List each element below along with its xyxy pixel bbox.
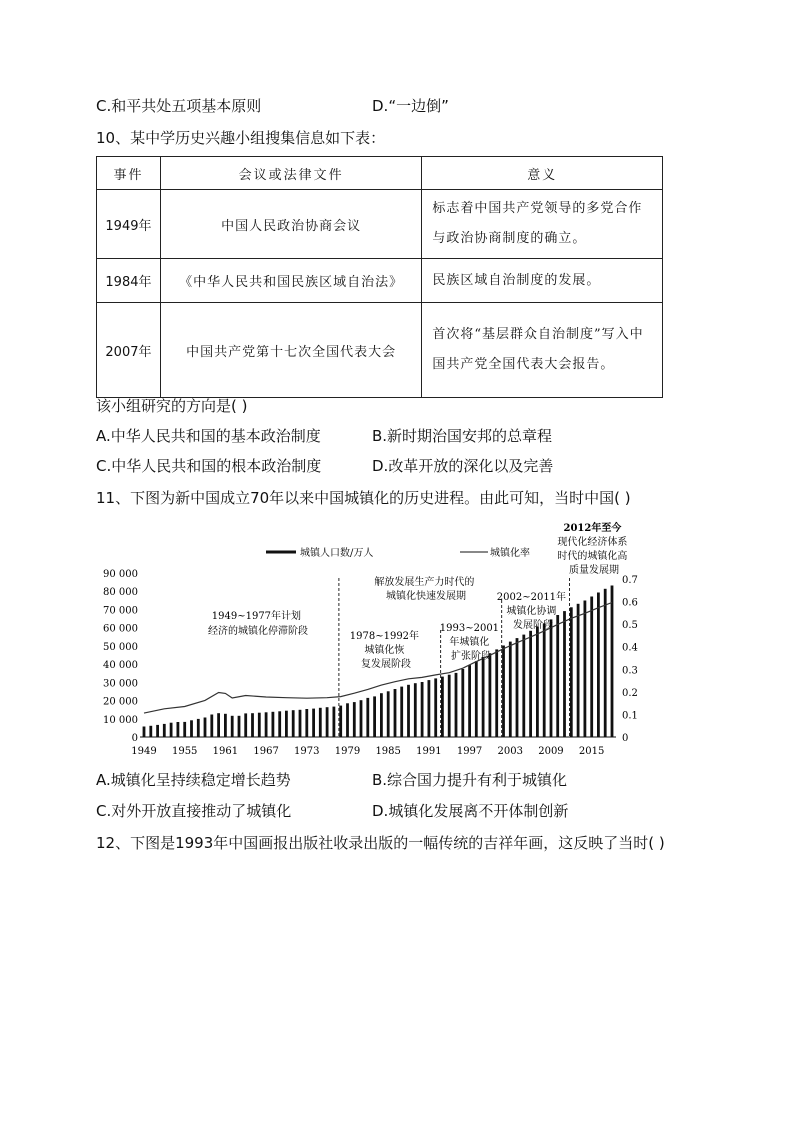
y-left-tick-label: 40 000	[103, 660, 138, 672]
y-left-tick-label: 60 000	[103, 623, 138, 635]
x-tick-label: 1991	[416, 746, 442, 757]
x-tick-label: 1985	[375, 746, 401, 757]
population-bar	[400, 687, 403, 737]
population-bar	[502, 646, 505, 738]
annotation-1993-2001-line-1: 1993~2001	[439, 623, 500, 634]
population-bar	[394, 689, 397, 737]
population-bar	[265, 712, 268, 737]
y-right-tick-label: 0.4	[622, 642, 638, 654]
population-bar	[346, 703, 349, 737]
population-bar	[407, 685, 410, 737]
population-bar	[163, 724, 166, 737]
annotation-2012-now-line-1: 2012年至今	[563, 523, 622, 534]
q12-stem: 12、下图是1993年中国画报出版社收录出版的一幅传统的吉祥年画，这反映了当时( )	[96, 834, 665, 852]
table-header-row	[97, 157, 663, 190]
y-right-tick-label: 0.1	[622, 710, 638, 722]
population-bar	[516, 638, 519, 737]
population-bar	[509, 642, 512, 737]
population-bar	[292, 710, 295, 737]
population-bar	[143, 727, 146, 738]
table-row	[97, 259, 663, 303]
q11-option-c: C.对外开放直接推动了城镇化	[96, 802, 292, 820]
population-bar	[305, 709, 308, 737]
x-tick-label: 1997	[456, 746, 483, 757]
population-bar	[441, 677, 444, 737]
population-bar	[333, 707, 336, 737]
q11-option-b: B.综合国力提升有利于城镇化	[372, 771, 568, 789]
x-tick-label: 2015	[578, 746, 605, 757]
q11-option-d: D.城镇化发展离不开体制创新	[372, 802, 569, 820]
population-bar	[387, 691, 390, 737]
q10-option-c: C.中华人民共和国的根本政治制度	[96, 457, 322, 475]
population-bar	[597, 593, 600, 738]
population-bar	[448, 675, 451, 737]
x-tick-label: 1973	[294, 746, 320, 757]
q9-option-c: C.和平共处五项基本原则	[96, 97, 262, 115]
population-bar	[217, 713, 220, 737]
population-bar	[258, 713, 261, 737]
population-bar	[556, 615, 559, 737]
population-bar	[149, 726, 152, 737]
population-bar	[312, 709, 315, 737]
chart-legend	[266, 546, 530, 559]
population-bar	[584, 601, 587, 738]
population-bar	[570, 607, 573, 737]
annotation-2012-now-line-4: 质量发展期	[569, 565, 619, 576]
y-right-tick-label: 0.6	[622, 597, 638, 609]
population-bar	[170, 723, 173, 737]
legend-label-rate: 城镇化率	[490, 548, 530, 559]
table-cell-meaning: 标志着中国共产党领导的多党合作与政治协商制度的确立。	[422, 190, 663, 259]
x-tick-label: 2003	[497, 746, 523, 757]
population-bar	[373, 696, 376, 737]
population-bar	[366, 698, 369, 737]
population-bar	[210, 715, 213, 738]
table-cell-document: 《中华人民共和国民族区域自治法》	[160, 259, 421, 303]
annotation-fast-development-line-2: 城镇化快速发展期	[386, 591, 466, 602]
y-left-tick-label: 0	[131, 733, 138, 744]
population-bar	[177, 722, 180, 737]
annotation-1949-1977-line-1: 1949~1977年计划	[211, 611, 302, 622]
population-bar	[414, 683, 417, 737]
population-bar	[455, 673, 458, 737]
population-bar	[156, 725, 159, 737]
table-header-event: 事件	[97, 157, 161, 190]
annotation-1978-1992-line-2: 城镇化恢	[364, 645, 405, 656]
q11-stem: 11、下图为新中国成立70年以来中国城镇化的历史进程。由此可知，当时中国( )	[96, 489, 631, 507]
population-bar	[285, 711, 288, 737]
q10-info-table	[96, 156, 663, 398]
annotation-2012-now	[557, 521, 630, 576]
q10-option-d: D.改革开放的深化以及完善	[372, 457, 554, 475]
population-bar	[272, 712, 275, 737]
population-bar	[326, 707, 329, 737]
y-left-tick-label: 20 000	[103, 696, 138, 708]
annotation-1993-2001	[440, 623, 502, 662]
annotation-2002-2011-line-3: 发展阶段	[513, 620, 553, 631]
q10-option-a: A.中华人民共和国的基本政治制度	[96, 427, 321, 445]
population-bar	[380, 693, 383, 737]
table-cell-document: 中国共产党第十七次全国代表大会	[160, 303, 421, 398]
population-bar	[461, 669, 464, 737]
population-bar	[604, 589, 607, 737]
y-right-tick-label: 0	[622, 733, 629, 744]
population-bar	[522, 635, 525, 737]
annotation-1949-1977-line-2: 经济的城镇化停滞阶段	[208, 626, 308, 637]
y-left-tick-label: 90 000	[103, 569, 138, 580]
annotation-fast-development	[374, 575, 477, 602]
population-bar	[299, 710, 302, 737]
annotation-2012-now-line-2: 现代化经济体系	[557, 537, 628, 548]
population-bar	[278, 711, 281, 737]
y-left-tick-label: 30 000	[103, 678, 138, 690]
table-cell-year: 2007年	[97, 303, 161, 398]
x-tick-label: 2009	[538, 746, 564, 757]
population-bar	[428, 680, 431, 737]
population-bar	[482, 657, 485, 737]
annotation-2002-2011-line-1: 2002~2011年	[496, 592, 567, 603]
y-right-tick-label: 0.3	[622, 665, 638, 677]
chart-annotations	[208, 521, 631, 670]
table-cell-meaning: 民族区域自治制度的发展。	[422, 259, 663, 303]
y-left-tick-label: 10 000	[103, 714, 138, 726]
population-bar	[495, 649, 498, 737]
urbanization-chart	[96, 518, 646, 760]
annotation-1993-2001-line-3: 扩张阶段	[451, 651, 491, 662]
population-bar	[536, 627, 539, 738]
annotation-2012-now-line-3: 时代的城镇化高	[557, 551, 628, 562]
x-tick-label: 1979	[334, 746, 361, 757]
table-cell-year: 1949年	[97, 190, 161, 259]
y-right-tick-label: 0.7	[622, 575, 638, 586]
legend-label-population: 城镇人口数/万人	[300, 548, 374, 559]
population-bar	[238, 716, 241, 737]
population-bar	[434, 678, 437, 737]
population-bar	[563, 611, 566, 737]
y-left-tick-label: 80 000	[103, 587, 138, 599]
q11-option-a: A.城镇化呈持续稳定增长趋势	[96, 771, 291, 789]
population-bar	[590, 597, 593, 738]
population-bar	[353, 702, 356, 737]
population-bar	[197, 719, 200, 737]
table-cell-meaning: 首次将“基层群众自治制度”写入中国共产党全国代表大会报告。	[422, 303, 663, 398]
annotation-fast-development-line-1: 解放发展生产力时代的	[374, 577, 475, 588]
population-bar	[475, 661, 478, 737]
population-bar	[244, 713, 247, 737]
table-row	[97, 303, 663, 398]
annotation-1949-1977	[208, 609, 308, 637]
population-bar	[224, 714, 227, 737]
population-bar	[339, 706, 342, 737]
q10-question: 该小组研究的方向是( )	[96, 397, 248, 415]
q9-option-d: D.“一边倒”	[372, 97, 449, 115]
table-row	[97, 190, 663, 259]
table-cell-document: 中国人民政治协商会议	[160, 190, 421, 259]
population-bar	[577, 604, 580, 737]
population-bar	[421, 682, 424, 737]
y-right-tick-label: 0.2	[622, 687, 638, 699]
y-left-tick-label: 50 000	[103, 641, 138, 653]
annotation-2002-2011-line-2: 城镇化协调	[506, 606, 557, 617]
x-tick-label: 1955	[171, 746, 198, 757]
population-bar	[183, 722, 186, 737]
population-bar	[251, 713, 254, 737]
annotation-1978-1992-line-3: 复发展阶段	[361, 659, 411, 670]
population-bar	[489, 653, 492, 737]
q10-stem: 10、某中学历史兴趣小组搜集信息如下表：	[96, 129, 386, 147]
annotation-1978-1992-line-1: 1978~1992年	[349, 631, 420, 642]
table-header-meaning: 意义	[422, 157, 663, 190]
population-bar	[529, 631, 532, 737]
population-bar	[543, 623, 546, 737]
population-bar	[468, 665, 471, 737]
population-bar	[550, 619, 553, 737]
annotation-1993-2001-line-2: 年城镇化	[449, 637, 490, 648]
x-tick-label: 1967	[253, 746, 279, 757]
annotation-1978-1992	[350, 629, 422, 670]
table-cell-year: 1984年	[97, 259, 161, 303]
y-left-tick-label: 70 000	[103, 605, 138, 617]
population-bar	[204, 718, 207, 738]
population-bar	[190, 720, 193, 737]
table-header-document: 会议或法律文件	[160, 157, 421, 190]
population-bar	[319, 708, 322, 737]
x-tick-label: 1949	[131, 746, 157, 757]
population-bar	[611, 586, 614, 738]
population-bar	[360, 700, 363, 737]
x-tick-label: 1961	[212, 746, 239, 757]
y-right-tick-label: 0.5	[622, 620, 638, 632]
q10-option-b: B.新时期治国安邦的总章程	[372, 427, 553, 445]
population-bar	[231, 716, 234, 737]
